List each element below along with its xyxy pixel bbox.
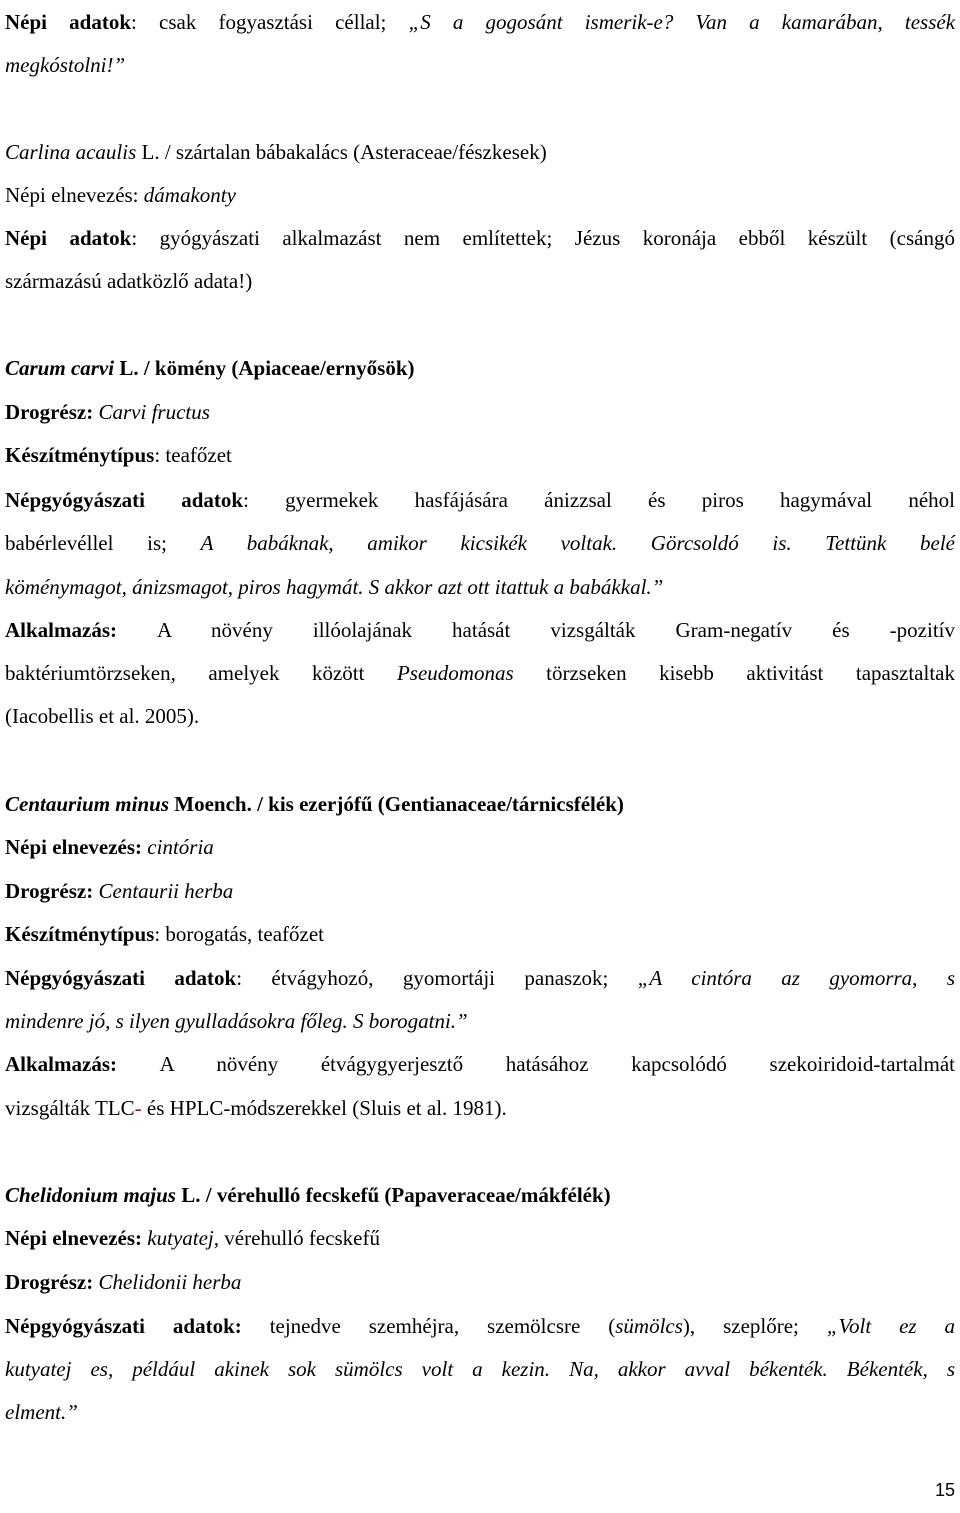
text-run: vérehulló fecskefű (219, 1226, 380, 1250)
text-run: Chelidonium majus (5, 1183, 176, 1207)
text-run: Centaurium minus (5, 792, 169, 816)
text-line (5, 1094, 955, 1122)
text-run: : étvágyhozó, gyomortáji panaszok; (236, 966, 638, 990)
text-run: mindenre jó, s ilyen gyulladásokra főleg. S borogatni.” (5, 1009, 468, 1033)
text-run: Népi elnevezés: (5, 183, 144, 207)
text-run: cintória (147, 835, 214, 859)
text-run: dámakonty (143, 183, 236, 207)
text-run: Carvi fructus (98, 400, 210, 424)
text-line (5, 790, 955, 818)
text-run: tejnedve szemhéjra, szemölcsre ( (269, 1314, 616, 1338)
page-number: 15 (934, 1480, 955, 1500)
text-line (5, 702, 955, 730)
text-run: : gyermekek hasfájására ánizzsal és piros hagymával néhol (243, 488, 955, 512)
text-line (5, 1007, 955, 1035)
text-run: „Volt ez a (826, 1314, 955, 1338)
text-line (5, 181, 955, 209)
text-line (5, 267, 955, 295)
text-run: származású adatközlő adata!) (5, 269, 253, 293)
text-line (5, 138, 955, 166)
text-run: Drogrész: (5, 1270, 99, 1294)
text-line (5, 573, 955, 601)
text-run: A babáknak, amikor kicsikék voltak. Görcsoldó is. Tettünk belé (200, 531, 955, 555)
text-line (5, 659, 955, 687)
text-run: Moench. / kis ezerjófű (Gentianaceae/tárnicsfélék) (169, 792, 624, 816)
text-line (5, 354, 955, 382)
text-run: : gyógyászati alkalmazást nem említettek; Jézus koronája ebből készült (csángó (131, 226, 955, 250)
text-run: Alkalmazás: (5, 618, 158, 642)
text-run: Alkalmazás: (5, 1052, 160, 1076)
text-run: „S a gogosánt ismerik-e? Van a kamarában, tessék (408, 10, 956, 34)
text-line (5, 529, 955, 557)
text-line (5, 224, 955, 252)
text-line (5, 1181, 955, 1209)
text-run: Népgyógyászati adatok (5, 966, 237, 990)
text-run: Centaurii herba (98, 879, 234, 903)
text-line (5, 8, 955, 36)
text-line (5, 441, 955, 469)
text-run: kutyatej es, például akinek sok sümölcs volt a kezin. Na, akkor avval békenték. Békenték, s (5, 1357, 955, 1381)
text-run: elment.” (5, 1400, 78, 1424)
text-run: babérlevéllel is; (5, 531, 201, 555)
text-run: Pseudomonas (396, 661, 514, 685)
text-line (5, 1355, 955, 1383)
text-run: törzseken kisebb aktivitást tapasztaltak (513, 661, 955, 685)
text-run: ), szeplőre; (682, 1314, 827, 1338)
text-run: Népi adatok (5, 10, 132, 34)
text-line (5, 920, 955, 948)
text-run: kutyatej, (147, 1226, 220, 1250)
text-run: Carlina acaulis (5, 140, 137, 164)
text-run: Készítménytípus (5, 922, 155, 946)
text-run: : borogatás, teafőzet (154, 922, 324, 946)
text-run: Készítménytípus (5, 443, 155, 467)
text-line (5, 1268, 955, 1296)
text-run: baktériumtörzseken, amelyek között (5, 661, 397, 685)
text-line (5, 833, 955, 861)
text-line (5, 616, 955, 644)
text-line (5, 398, 955, 426)
text-run: A növény illóolajának hatását vizsgálták Gram-negatív és -pozitív (157, 618, 955, 642)
text-run: „A cintóra az gyomorra, s (637, 966, 955, 990)
text-line (5, 964, 955, 992)
text-run: Carum carvi (5, 356, 115, 380)
text-run: Népi elnevezés: (5, 1226, 148, 1250)
text-line (5, 51, 955, 79)
text-run: Drogrész: (5, 400, 99, 424)
text-run: köménymagot, ánizsmagot, piros hagymát. S akkor azt ott itattuk a babákkal.” (5, 575, 664, 599)
text-line (5, 877, 955, 905)
text-run: Drogrész: (5, 879, 99, 903)
text-run: Népgyógyászati adatok (5, 488, 244, 512)
text-run: Népi adatok (5, 226, 132, 250)
text-run: Népgyógyászati adatok: (5, 1314, 270, 1338)
text-run: L. / vérehulló fecskefű (Papaveraceae/mákfélék) (175, 1183, 611, 1207)
text-run: : teafőzet (154, 443, 232, 467)
text-run: vizsgálták TLC (5, 1096, 135, 1120)
text-run: és HPLC-módszerekkel (Sluis et al. 1981). (141, 1096, 507, 1120)
text-run: Chelidonii herba (98, 1270, 242, 1294)
text-line (5, 1224, 955, 1252)
text-line (5, 1050, 955, 1078)
text-run: sümölcs (615, 1314, 683, 1338)
text-run: megkóstolni!” (5, 53, 126, 77)
text-run: L. / szártalan bábakalács (Asteraceae/fészkesek) (136, 140, 547, 164)
text-run: L. / kömény (Apiaceae/ernyősök) (114, 356, 415, 380)
text-run: (Iacobellis et al. 2005). (5, 704, 200, 728)
text-line (5, 1312, 955, 1340)
text-run: : csak fogyasztási céllal; (131, 10, 409, 34)
text-run: A növény étvágygyerjesztő hatásához kapcsolódó szekoiridoid-tartalmát (159, 1052, 955, 1076)
text-run: Népi elnevezés: (5, 835, 148, 859)
text-run: - (134, 1096, 142, 1120)
text-line (5, 486, 955, 514)
text-line (5, 1398, 955, 1426)
